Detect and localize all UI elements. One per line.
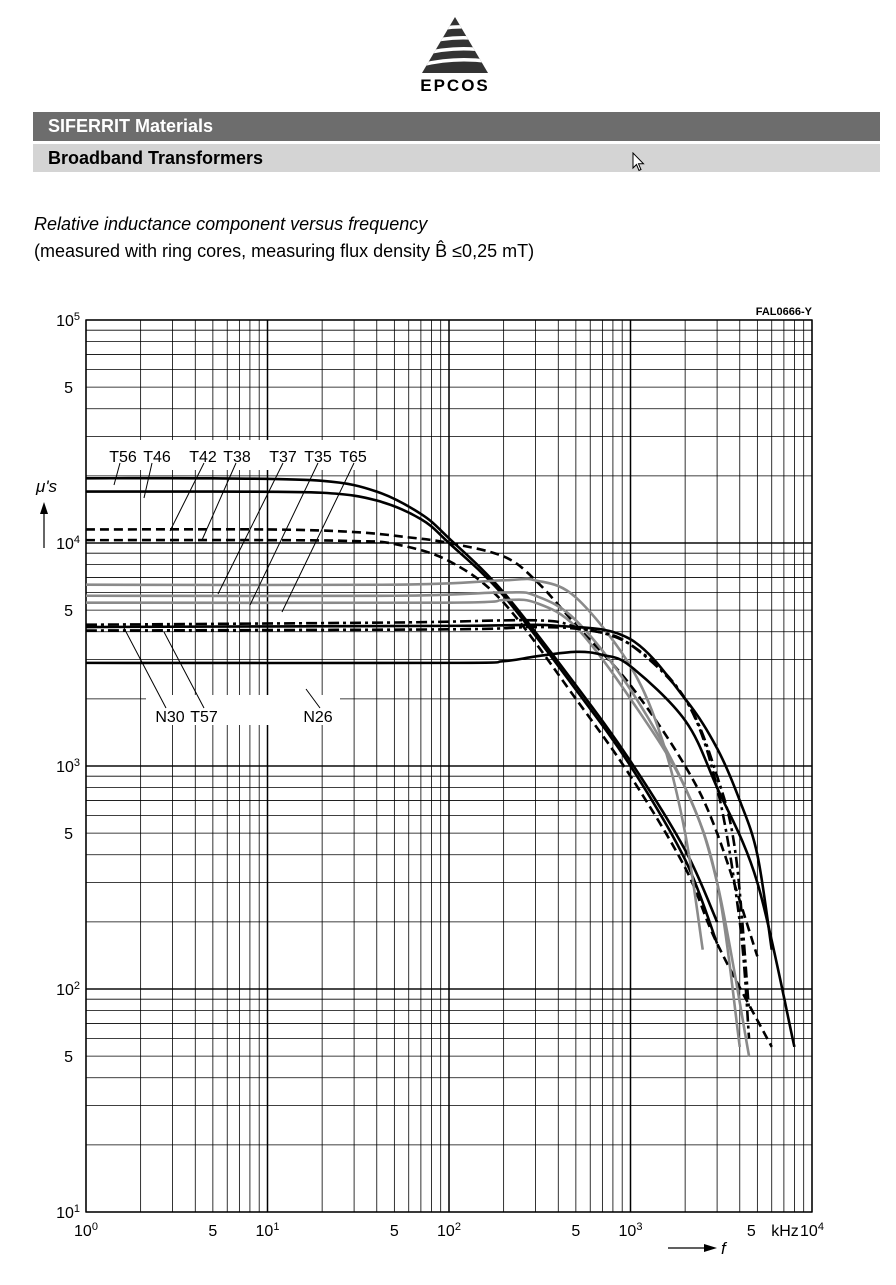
x-tick-label: $10^1$ (255, 1221, 280, 1240)
y-tick-label: $10^3$ (56, 757, 80, 776)
curve-label-t35: T35 (304, 449, 332, 466)
y-tick-label: $10^5$ (56, 311, 80, 330)
x-unit-label: kHz (771, 1223, 799, 1240)
curve-label-t65: T65 (339, 449, 367, 466)
curve-label-t38: T38 (223, 449, 251, 466)
epcos-logo (410, 14, 500, 98)
x-axis-arrow-icon (704, 1244, 717, 1252)
series-line-t65 (86, 600, 749, 1056)
curve-label-t56: T56 (109, 449, 137, 466)
x-tick-label: 5 (208, 1223, 218, 1240)
x-tick-label: 5 (571, 1223, 581, 1240)
y-tick-label: 5 (64, 826, 73, 844)
subsection-header (33, 144, 880, 172)
x-tick-label: $10^3$ (618, 1221, 643, 1240)
curve-label-t57: T57 (190, 709, 218, 726)
label-leader-line (170, 463, 204, 531)
x-axis-label: f (721, 1239, 726, 1258)
x-tick-label: 5 (389, 1223, 399, 1240)
y-tick-label: 5 (64, 603, 73, 621)
y-tick-label: 5 (64, 1049, 73, 1067)
series-line-t38 (86, 540, 772, 1047)
x-tick-label: $10^0$ (74, 1221, 98, 1240)
permeability-frequency-chart (0, 290, 896, 1270)
subsection-title: Broadband Transformers (48, 148, 264, 168)
mouse-cursor-icon (632, 152, 646, 172)
series-line-t42 (86, 529, 757, 956)
y-tick-label: 5 (64, 380, 73, 398)
y-tick-label: $10^4$ (56, 534, 80, 553)
x-tick-label: 5 (746, 1223, 756, 1240)
section-title: SIFERRIT Materials (48, 116, 214, 136)
x-tick-label: $10^4$ (800, 1221, 824, 1240)
curve-label-t42: T42 (189, 449, 217, 466)
y-tick-label: $10^2$ (56, 980, 80, 999)
y-tick-label: $10^1$ (56, 1203, 80, 1222)
y-axis-arrow-icon (40, 502, 48, 514)
figure-code: FAL0666-Y (755, 306, 812, 318)
curve-label-t37: T37 (269, 449, 297, 466)
curve-label-n26: N26 (303, 709, 333, 726)
series-line-t57 (86, 627, 749, 1011)
label-leader-line (124, 628, 166, 708)
x-tick-label: $10^2$ (437, 1221, 461, 1240)
y-axis-label: μ's (36, 477, 58, 496)
label-leader-line (282, 463, 354, 612)
epcos-logo-mark (410, 14, 500, 76)
brand-name: EPCOS (420, 76, 490, 95)
chart-caption: Relative inductance component versus frequency (34, 214, 428, 234)
curve-label-n30: N30 (155, 709, 185, 726)
series-line-t35 (86, 592, 740, 1047)
curve-label-t46: T46 (143, 449, 171, 466)
chart-caption-detail: (measured with ring cores, measuring flux density B̂ ≤0,25 mT) (34, 241, 535, 261)
section-header (33, 112, 880, 141)
